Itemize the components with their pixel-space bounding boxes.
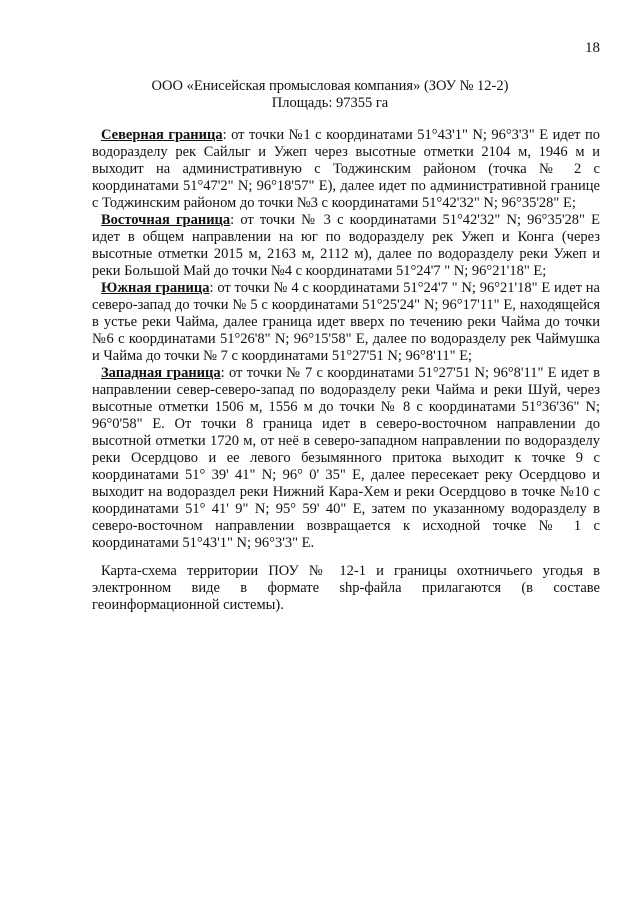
closing-paragraph: Карта-схема территории ПОУ № 12-1 и границы охотничьего угодья в электронном виде в формате shp-файла прилагаются (в составе геоинформационной системы). bbox=[92, 563, 600, 613]
document-header bbox=[90, 78, 570, 112]
page-number: 18 bbox=[585, 40, 600, 56]
north-boundary-paragraph bbox=[92, 127, 600, 212]
document-body bbox=[92, 127, 600, 614]
south-boundary-title: Южная граница bbox=[101, 280, 210, 296]
east-boundary-paragraph bbox=[92, 212, 600, 280]
north-boundary-text: : от точки №1 с координатами 51°43'1" N; 96°3'3" E идет по водоразделу рек Сайлыг и Ужеп через высотные отметки 2104 м, 1946 м и выходит на административную с Тоджинским районом (точка № 2 с координатами 51°47'2" N; 96°18'57" E), далее идет по административной границе с Тоджинским районом до точки №3 с координатами 51°42'32" N; 96°35'28" E; bbox=[92, 127, 600, 211]
west-boundary-title: Западная граница bbox=[101, 365, 221, 381]
west-boundary-paragraph bbox=[92, 365, 600, 552]
south-boundary-paragraph bbox=[92, 280, 600, 365]
west-boundary-text: : от точки № 7 с координатами 51°27'51 N; 96°8'11" E идет в направлении север-северо-запад по водоразделу реки Чайма и реки Шуй, через высотные отметки 1506 м, 1556 м до точки № 8 с координатами 51°36'36" N; 96°0'58" E. От точки 8 граница идет в северо-восточном направлении до высотной отметки 1720 м, от неё в северо-западном направлении по водоразделу реки Осердцово и ее левого безымянного притока выходит к точке 9 с координатами 51° 39' 41" N; 96° 0' 35" E, далее пересекает реку Осердцово и выходит на водораздел реки Нижний Кара-Хем и реки Осердцово в точке №10 с координатами 51° 41' 9" N; 95° 59' 40" E, затем по указанному водоразделу в северо-восточном направлении возвращается к исходной точке № 1 с координатами 51°43'1" N; 96°3'3" E. bbox=[92, 365, 600, 551]
east-boundary-text: : от точки № 3 с координатами 51°42'32" N; 96°35'28" E идет в общем направлении на юг по водоразделу рек Ужеп и Конга (через высотные отметки 2015 м, 2163 м, 2112 м), далее по водоразделу реки Ужеп и реки Большой Май до точки №4 с координатами 51°24'7 " N; 96°21'18" E; bbox=[92, 212, 600, 279]
area-line: Площадь: 97355 га bbox=[271, 95, 389, 111]
north-boundary-title: Северная граница bbox=[101, 127, 223, 143]
company-title: ООО «Енисейская промысловая компания» (ЗОУ № 12-2) bbox=[151, 78, 509, 94]
east-boundary-title: Восточная граница bbox=[101, 212, 231, 228]
south-boundary-text: : от точки № 4 с координатами 51°24'7 " N; 96°21'18" E идет на северо-запад до точки № 5 с координатами 51°25'24" N; 96°17'11" E, находящейся в устье реки Чайма, далее граница идет вверх по течению реки Чайма до точки №6 с координатами 51°26'8" N; 96°15'58" E, далее по водоразделу рек Чаймушка и Чайма до точки № 7 с координатами 51°27'51 N; 96°8'11" E; bbox=[92, 280, 600, 364]
